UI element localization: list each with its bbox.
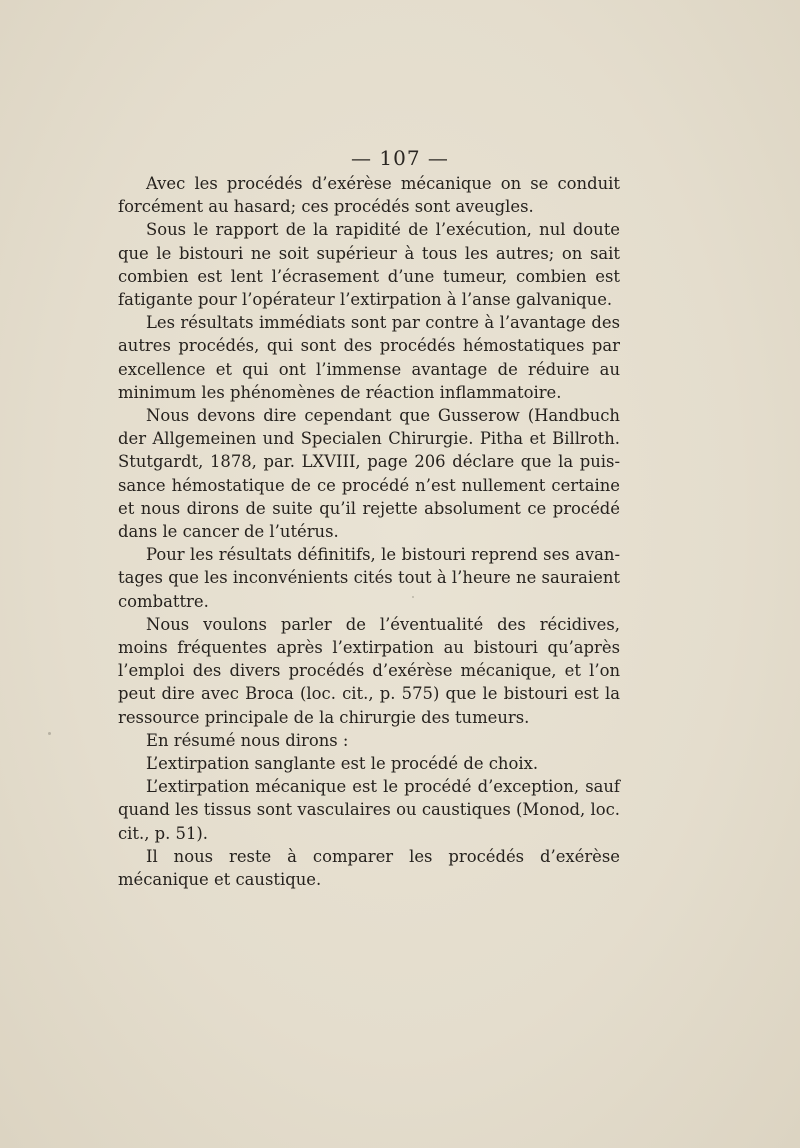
paragraph-1: Avec les procédés d’exérèse mécanique on se conduit forcément au hasard; ces procédés sont aveugles. [118,174,620,217]
paragraph-9: L’extirpation mécanique est le procédé d’exception, sauf quand les tissus sont vasculaires ou caustiques (Monod, loc. cit., p. 51). [118,777,620,843]
body-text [118,172,620,891]
paragraph-2: Sous le rapport de la rapidité de l’exécution, nul doute que le bistouri ne soit supérieur à tous les autres; on sait combien est lent l’écrasement d’une tumeur, combien est fatigante pour l’opérateur l’extirpation à l’anse galvanique. [118,220,620,310]
paragraph-7: En résumé nous dirons : [146,730,349,750]
paragraph-10: Il nous reste à comparer les procédés d’exérèse mécanique et caustique. [118,846,620,890]
paragraph-8: L’extirpation sanglante est le procédé de choix. [146,754,539,774]
paper-speck [412,596,414,598]
page-number: — 107 — [351,146,449,170]
paragraph-5: Pour les résultats définitifs, le bistouri reprend ses avantages que les inconvénients cités tout à l’heure ne sauraient combattre. [118,545,620,611]
paper-speck [48,732,51,735]
paragraph-6: Nous voulons parler de l’éventualité des récidives, moins fréquentes après l’extirpation au bistouri qu’après l’emploi des divers procédés d’exérèse mécanique, et l’on peut dire avec Broca (loc. cit., p. 575) que le bistouri est la ressource principale de la chirurgie des tumeurs. [118,614,620,727]
paragraph-4: Nous devons dire cependant que Gusserow (Handbuch der Allgemeinen und Specialen Chirurgie. Pitha et Billroth. Stutgardt, 1878, par. LXVIII, page 206 déclare que la puissance hémostatique de ce procédé n’est nullement certaine et nous dirons de suite qu’il rejette absolument ce procédé dans le cancer de l’utérus. [118,406,620,542]
paragraph-3: Les résultats immédiats sont par contre à l’avantage des autres procédés, qui sont des procédés hémostatiques par excellence et qui ont l’immense avantage de réduire au minimum les phénomènes de réaction inflammatoire. [118,313,620,402]
